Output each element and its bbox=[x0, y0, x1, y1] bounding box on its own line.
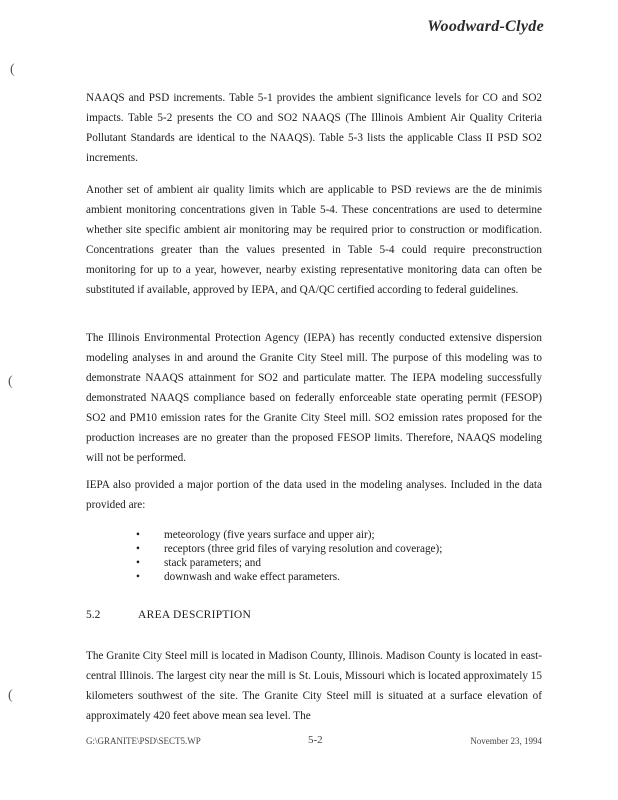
bullet-icon: • bbox=[136, 557, 140, 569]
footer-file-path: G:\GRANITE\PSD\SECT5.WP bbox=[86, 736, 201, 746]
list-item bbox=[136, 542, 536, 556]
list-item-text: meteorology (five years surface and upper air); bbox=[164, 529, 375, 541]
list-item-text: stack parameters; and bbox=[164, 557, 261, 569]
page-number: 5-2 bbox=[308, 734, 323, 746]
section-number: 5.2 bbox=[86, 609, 101, 621]
paragraph-area-description: The Granite City Steel mill is located in Madison County, Illinois. Madison County is located in east-central Illinois. The largest city near the mill is St. Louis, Missouri which is located approximately 15 kilometers southwest of the site. The Granite City Steel mill is situated at a surface elevation of approximately 420 feet above mean sea level. The bbox=[86, 650, 542, 722]
list-item bbox=[136, 556, 536, 570]
bullet-icon: • bbox=[136, 543, 140, 555]
section-title: AREA DESCRIPTION bbox=[138, 609, 252, 621]
page-footer bbox=[86, 736, 542, 750]
margin-mark-middle: ( bbox=[8, 374, 13, 389]
paragraph-iepa-modeling: The Illinois Environmental Protection Agency (IEPA) has recently conducted extensive dispersion modeling analyses in and around the Granite City Steel mill. The purpose of this modeling was to demonstrate NAAQS attainment for SO2 and particulate matter. The IEPA modeling successfully demonstrated NAAQS compliance based on federally enforceable state operating permit (FESOP) SO2 and PM10 emission rates for the Granite City Steel mill. SO2 emission rates proposed for the production increases are no greater than the proposed FESOP limits. Therefore, NAAQS modeling will not be performed. bbox=[86, 332, 542, 464]
data-provided-list bbox=[136, 528, 536, 584]
company-logo: Woodward-Clyde bbox=[427, 18, 544, 35]
paragraph-significance-levels: NAAQS and PSD increments. Table 5-1 provides the ambient significance levels for CO and SO2 impacts. Table 5-2 presents the CO and SO2 NAAQS (The Illinois Ambient Air Quality Criteria Pollutant Standards are identical to the NAAQS). Table 5-3 lists the applicable Class II PSD SO2 increments. bbox=[86, 92, 542, 164]
list-item bbox=[136, 570, 536, 584]
paragraph-iepa-data: IEPA also provided a major portion of the data used in the modeling analyses. Included in the data provided are: bbox=[86, 479, 542, 511]
list-item-text: receptors (three grid files of varying resolution and coverage); bbox=[164, 543, 443, 555]
list-item-text: downwash and wake effect parameters. bbox=[164, 571, 340, 583]
bullet-icon: • bbox=[136, 529, 140, 541]
footer-date: November 23, 1994 bbox=[470, 736, 542, 746]
list-item bbox=[136, 528, 536, 542]
bullet-icon: • bbox=[136, 571, 140, 583]
paragraph-de-minimis: Another set of ambient air quality limits which are applicable to PSD reviews are the de minimis ambient monitoring concentrations given in Table 5-4. These concentrations are used to determine whether site specific ambient air monitoring may be required prior to construction or modification. Concentrations greater than the values presented in Table 5-4 could require preconstruction monitoring for up to a year, however, nearby existing representative monitoring data can often be substituted if available, approved by IEPA, and QA/QC certified according to federal guidelines. bbox=[86, 184, 542, 296]
margin-mark-top: ( bbox=[10, 62, 15, 77]
margin-mark-bottom: ( bbox=[8, 688, 13, 703]
